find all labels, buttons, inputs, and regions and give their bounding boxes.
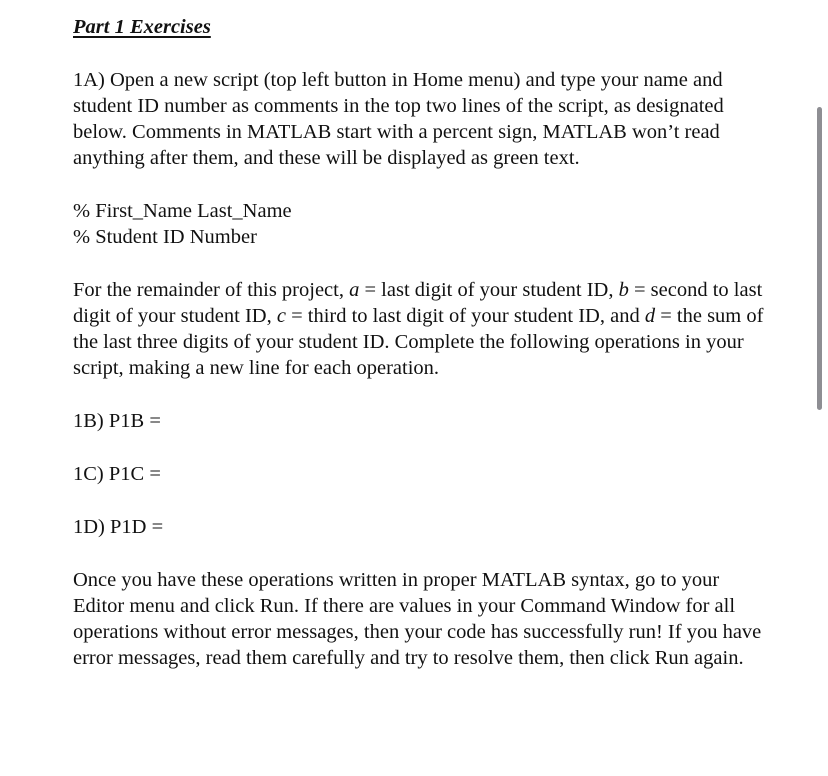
variable-definitions (73, 277, 773, 381)
text-segment: = last digit of your student ID, (359, 279, 619, 301)
text-segment: = second to last digit of your student ID, (73, 279, 763, 327)
vertical-scrollbar[interactable] (817, 107, 822, 410)
comment-line-id: % Student ID Number (73, 226, 257, 248)
comment-template (73, 198, 773, 250)
variable-a: a (349, 279, 360, 301)
comment-line-name: % First_Name Last_Name (73, 200, 292, 222)
variable-c: c (276, 305, 286, 327)
section-heading: Part 1 Exercises (73, 16, 211, 38)
document-page (73, 14, 773, 671)
run-instructions: Once you have these operations written in proper MATLAB syntax, go to your Editor menu and click Run. If there are values in your Command Window for all operations without error messages, then your code has successfully run! If you have error messages, read them carefully and try to resolve them, then click Run again. (73, 569, 762, 669)
variable-d: d (644, 305, 656, 327)
variable-b: b (618, 279, 629, 301)
exercise-1a-instructions: 1A) Open a new script (top left button in Home menu) and type your name and student ID number as comments in the top two lines of the script, as designated below. Comments in MATLAB start with a percent sign, MATLAB won’t read anything after them, and these will be displayed as green text. (73, 69, 724, 169)
text-segment: = the sum of the last three digits of your student ID. Complete the following operations in your script, making a new line for each operation. (73, 305, 764, 379)
exercise-1c: 1C) P1C = (73, 463, 161, 485)
exercise-1d: 1D) P1D = (73, 516, 164, 538)
exercise-1b: 1B) P1B = (73, 410, 161, 432)
text-segment: = third to last digit of your student ID, and (285, 305, 645, 327)
text-segment: For the remainder of this project, (73, 279, 350, 301)
